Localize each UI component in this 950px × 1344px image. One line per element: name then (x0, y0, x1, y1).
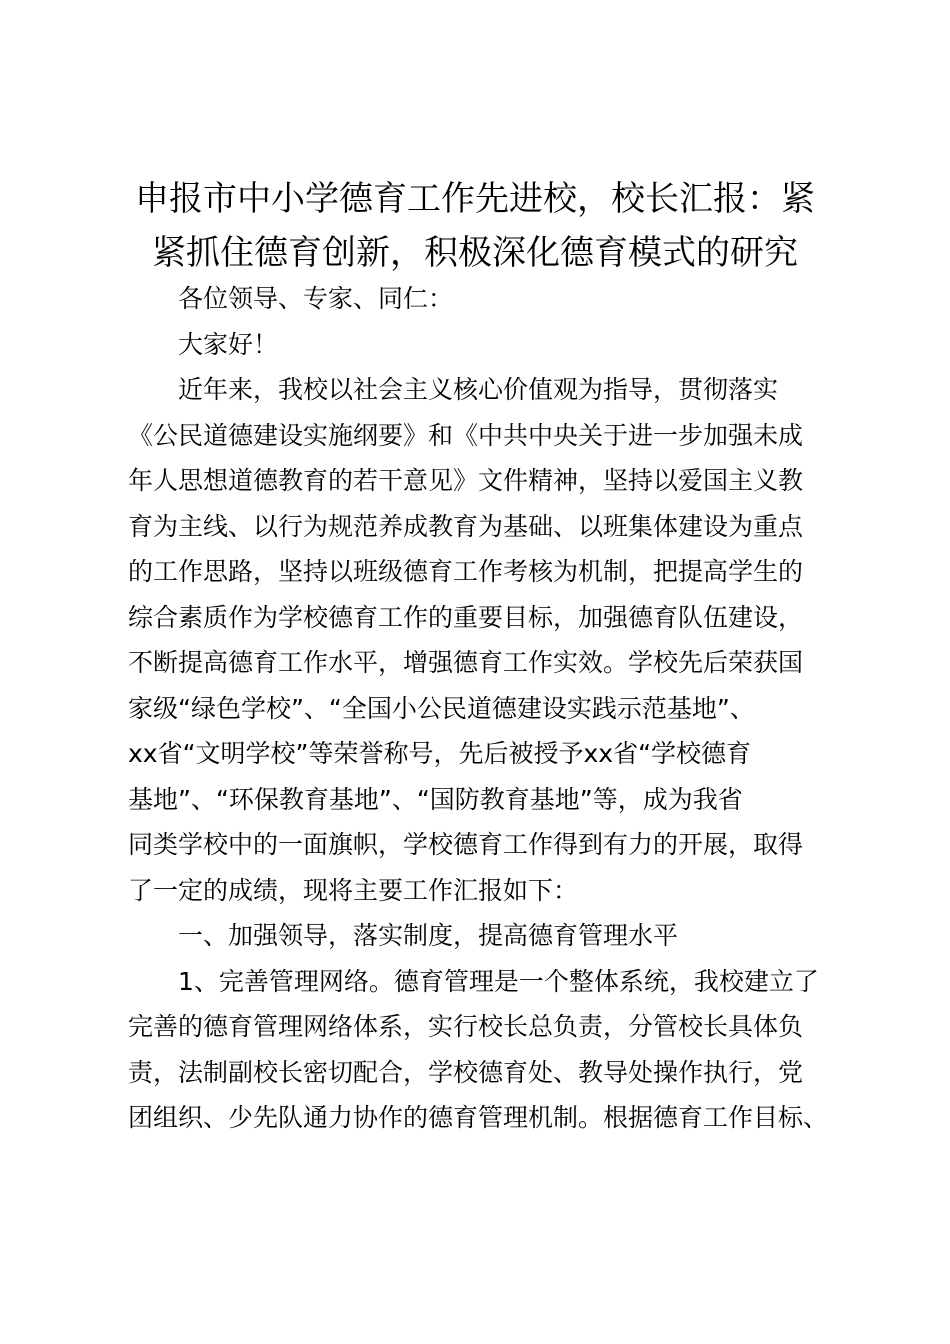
paragraph-line: 的工作思路，坚持以班级德育工作考核为机制，把提高学生的 (128, 557, 804, 586)
paragraph-line: 1、完善管理网络。德育管理是一个整体系统，我校建立了 (178, 966, 819, 996)
paragraph-line: 家级“绿色学校”、“全国小公民道德建设实践示范基地”、 (128, 693, 755, 723)
paragraph-line: 近年来，我校以社会主义核心价值观为指导，贯彻落实 (178, 375, 779, 404)
paragraph-line: 不断提高德育工作水平，增强德育工作实效。学校先后荣获国 (128, 648, 804, 677)
paragraph-line: xx省“文明学校”等荣誉称号，先后被授予xx省“学校德育 (128, 739, 752, 768)
paragraph-line: 年人思想道德教育的若干意见》文件精神，坚持以爱国主义教 (128, 466, 804, 495)
paragraph-line: 完善的德育管理网络体系，实行校长总负责，分管校长具体负 (128, 1012, 804, 1041)
section-heading: 一、加强领导，落实制度，提高德育管理水平 (178, 921, 679, 950)
paragraph-line: 团组织、少先队通力协作的德育管理机制。根据德育工作目标、 (128, 1103, 829, 1132)
paragraph-line: 同类学校中的一面旗帜，学校德育工作得到有力的开展，取得 (128, 830, 804, 859)
document-body (128, 276, 828, 1141)
paragraph-line: 基地”、“环保教育基地”、“国防教育基地”等，成为我省 (128, 784, 743, 814)
paragraph-line: 综合素质作为学校德育工作的重要目标，加强德育队伍建设， (128, 602, 804, 632)
paragraph-line: 育为主线、以行为规范养成教育为基础、以班集体建设为重点 (128, 511, 804, 541)
title-line-1: 申报市中小学德育工作先进校，校长汇报：紧 (135, 179, 815, 219)
document-title (110, 172, 840, 280)
paragraph-line: 了一定的成绩，现将主要工作汇报如下： (128, 875, 579, 905)
greeting: 大家好！ (178, 329, 279, 359)
paragraph-line: 责，法制副校长密切配合，学校德育处、教导处操作执行，党 (128, 1057, 804, 1087)
salutation: 各位领导、专家、同仁： (178, 284, 454, 313)
paragraph-line: 《公民道德建设实施纲要》和《中共中央关于进一步加强未成 (128, 420, 804, 450)
title-line-2: 紧抓住德育创新，积极深化德育模式的研究 (152, 233, 798, 273)
